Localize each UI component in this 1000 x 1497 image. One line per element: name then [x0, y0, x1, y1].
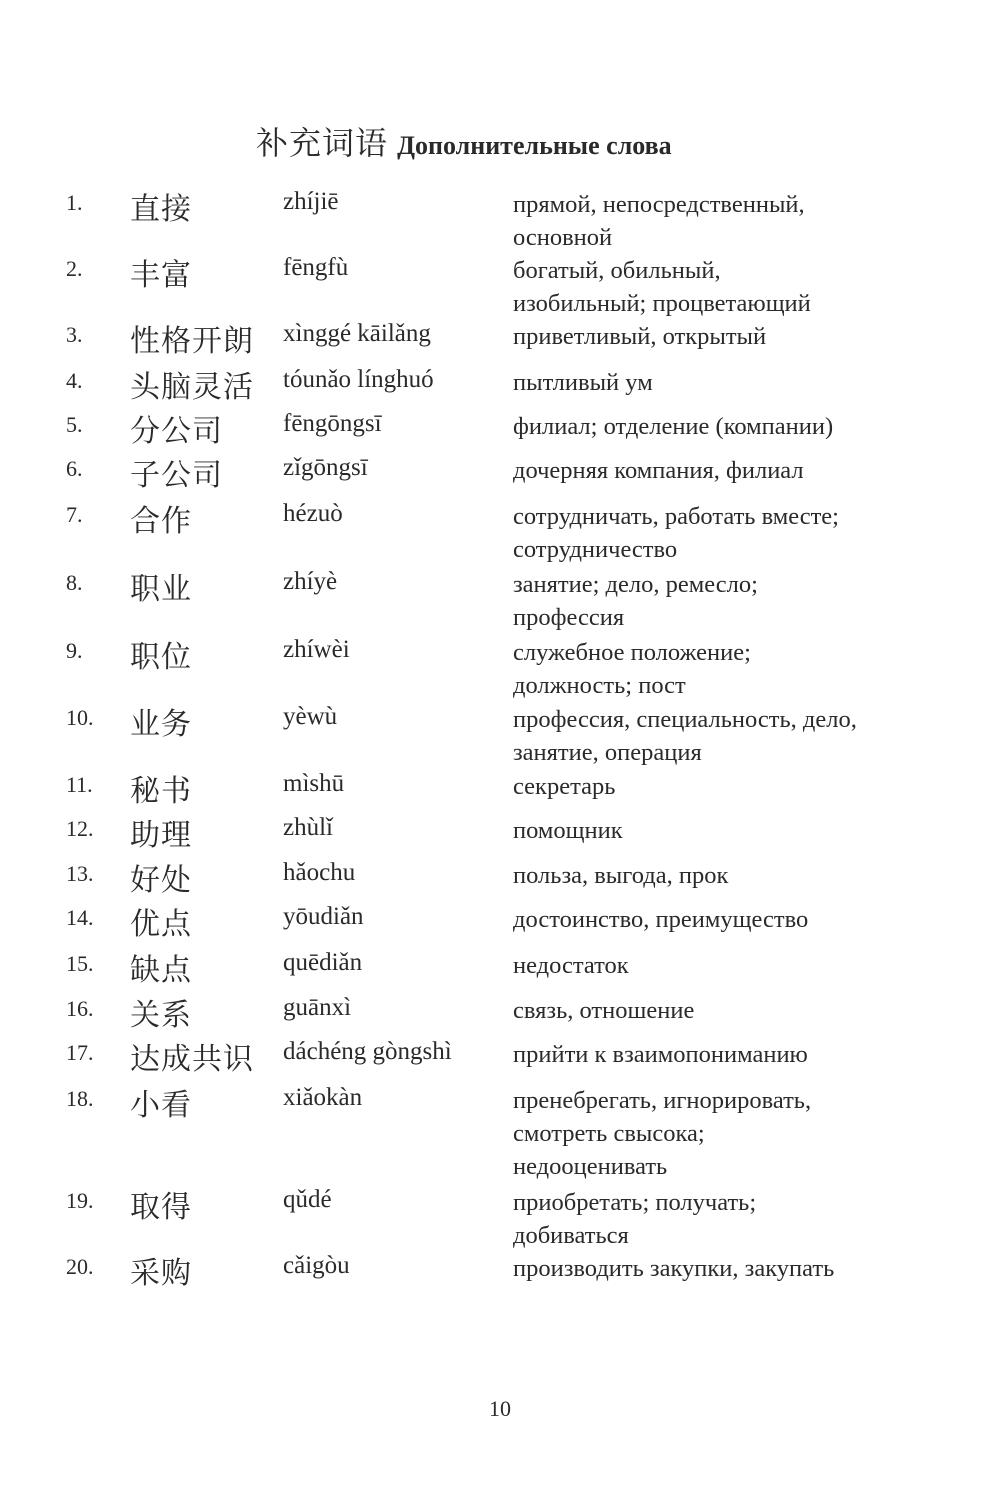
vocab-meaning — [513, 454, 933, 487]
vocab-pinyin: dáchéng gòngshì — [283, 1038, 452, 1065]
vocab-meaning-line: профессия — [513, 604, 625, 631]
vocab-meaning-line: связь, отношение — [513, 997, 695, 1024]
vocab-meaning — [513, 949, 933, 982]
vocab-number: 14. — [66, 905, 94, 930]
vocab-hanzi: 优点 — [130, 907, 192, 942]
vocab-hanzi: 小看 — [130, 1088, 192, 1123]
vocab-number: 8. — [66, 570, 83, 595]
vocab-hanzi: 子公司 — [130, 458, 223, 493]
vocab-pinyin: zhùlǐ — [283, 814, 333, 841]
vocab-hanzi: 采购 — [130, 1256, 192, 1291]
vocab-meaning-line: сотрудничать, работать вместе; — [513, 503, 839, 530]
vocab-pinyin: hézuò — [283, 500, 343, 527]
vocab-pinyin: tóunǎo línghuó — [283, 366, 434, 393]
vocab-hanzi: 助理 — [130, 818, 192, 853]
page-title — [256, 118, 672, 164]
vocab-pinyin: zhíyè — [283, 568, 338, 595]
vocab-meaning-line: профессия, специальность, дело, — [513, 706, 857, 733]
vocab-meaning — [513, 1186, 933, 1252]
vocab-hanzi: 丰富 — [130, 258, 192, 293]
vocab-meaning-line: приобретать; получать; — [513, 1189, 757, 1216]
vocab-pinyin: hǎochu — [283, 859, 356, 886]
vocab-meaning-line: должность; пост — [513, 672, 686, 699]
vocab-meaning-line: пренебрегать, игнорировать, — [513, 1087, 812, 1114]
vocab-meaning — [513, 636, 933, 702]
vocab-meaning-line: занятие; дело, ремесло; — [513, 571, 758, 598]
vocab-hanzi: 直接 — [130, 192, 192, 227]
vocab-number: 3. — [66, 322, 83, 347]
vocab-pinyin: guānxì — [283, 994, 352, 1021]
vocab-hanzi: 性格开朗 — [130, 324, 254, 359]
vocab-meaning — [513, 366, 933, 399]
title-russian: Дополнительные слова — [397, 131, 672, 160]
title-chinese: 补充词语 — [256, 124, 389, 162]
vocab-number: 2. — [66, 256, 83, 281]
vocab-meaning — [513, 859, 933, 892]
vocab-number: 7. — [66, 502, 83, 527]
vocab-meaning-line: изобильный; процветающий — [513, 290, 811, 317]
vocab-number: 1. — [66, 190, 83, 215]
vocab-pinyin: fēngōngsī — [283, 410, 382, 437]
vocab-pinyin: yōudiǎn — [283, 903, 364, 930]
vocab-meaning-line: дочерняя компания, филиал — [513, 457, 804, 484]
vocab-pinyin: zǐgōngsī — [283, 454, 368, 481]
vocab-hanzi: 秘书 — [130, 774, 192, 809]
vocab-meaning-line: производить закупки, закупать — [513, 1255, 835, 1282]
vocab-meaning-line: недооценивать — [513, 1153, 668, 1180]
vocab-hanzi: 关系 — [130, 998, 192, 1033]
vocab-meaning-line: богатый, обильный, — [513, 257, 721, 284]
vocab-meaning — [513, 1038, 933, 1071]
vocab-meaning-line: филиал; отделение (компании) — [513, 413, 834, 440]
vocab-meaning — [513, 568, 933, 634]
vocab-number: 9. — [66, 638, 83, 663]
vocab-pinyin: yèwù — [283, 703, 338, 730]
vocab-meaning-line: добиваться — [513, 1222, 629, 1249]
vocab-meaning-line: прямой, непосредственный, — [513, 191, 805, 218]
vocab-pinyin: mìshū — [283, 770, 345, 797]
vocab-number: 16. — [66, 996, 94, 1021]
vocab-meaning — [513, 410, 933, 443]
vocab-hanzi: 合作 — [130, 504, 192, 539]
vocab-meaning — [513, 254, 933, 320]
vocab-meaning — [513, 500, 933, 566]
vocab-meaning-line: прийти к взаимопониманию — [513, 1041, 808, 1068]
vocab-number: 18. — [66, 1086, 94, 1111]
vocab-number: 5. — [66, 412, 83, 437]
vocab-number: 11. — [66, 772, 93, 797]
vocab-number: 13. — [66, 861, 94, 886]
vocab-pinyin: xìnggé kāilǎng — [283, 320, 431, 347]
vocab-meaning-line: достоинство, преимущество — [513, 906, 809, 933]
vocab-pinyin: fēngfù — [283, 254, 349, 281]
vocab-meaning — [513, 1252, 933, 1285]
vocab-meaning — [513, 903, 933, 936]
vocab-meaning-line: сотрудничество — [513, 536, 678, 563]
vocab-meaning-line: пытливый ум — [513, 369, 653, 396]
vocab-hanzi: 职位 — [130, 640, 192, 675]
vocab-meaning — [513, 188, 933, 254]
vocab-number: 20. — [66, 1254, 94, 1279]
vocab-meaning-line: помощник — [513, 817, 623, 844]
vocab-pinyin: xiǎokàn — [283, 1084, 363, 1111]
vocab-hanzi: 达成共识 — [130, 1042, 254, 1077]
vocab-meaning-line: польза, выгода, прок — [513, 862, 729, 889]
vocab-number: 15. — [66, 951, 94, 976]
vocab-pinyin: quēdiǎn — [283, 949, 363, 976]
vocab-meaning — [513, 1084, 933, 1183]
vocab-hanzi: 好处 — [130, 863, 192, 898]
vocab-hanzi: 头脑灵活 — [130, 370, 254, 405]
vocab-number: 17. — [66, 1040, 94, 1065]
vocab-meaning-line: приветливый, открытый — [513, 323, 767, 350]
vocab-meaning — [513, 770, 933, 803]
vocab-number: 6. — [66, 456, 83, 481]
vocab-hanzi: 职业 — [130, 572, 192, 607]
vocab-number: 4. — [66, 368, 83, 393]
vocab-meaning — [513, 994, 933, 1027]
vocab-pinyin: cǎigòu — [283, 1252, 350, 1279]
vocab-hanzi: 业务 — [130, 707, 192, 742]
vocab-pinyin: qǔdé — [283, 1186, 332, 1213]
vocab-meaning-line: недостаток — [513, 952, 629, 979]
vocab-number: 19. — [66, 1188, 94, 1213]
vocab-meaning-line: секретарь — [513, 773, 616, 800]
vocab-meaning — [513, 814, 933, 847]
vocab-pinyin: zhíjiē — [283, 188, 339, 215]
vocab-meaning-line: занятие, операция — [513, 739, 702, 766]
vocab-hanzi: 分公司 — [130, 414, 223, 449]
vocab-meaning — [513, 703, 933, 769]
vocab-meaning-line: основной — [513, 224, 613, 251]
vocab-number: 12. — [66, 816, 94, 841]
vocab-meaning — [513, 320, 933, 353]
vocab-hanzi: 取得 — [130, 1190, 192, 1225]
vocab-pinyin: zhíwèi — [283, 636, 350, 663]
vocab-number: 10. — [66, 705, 94, 730]
page-number: 10 — [489, 1396, 511, 1421]
vocab-meaning-line: смотреть свысока; — [513, 1120, 705, 1147]
vocab-hanzi: 缺点 — [130, 953, 192, 988]
vocab-meaning-line: служебное положение; — [513, 639, 751, 666]
